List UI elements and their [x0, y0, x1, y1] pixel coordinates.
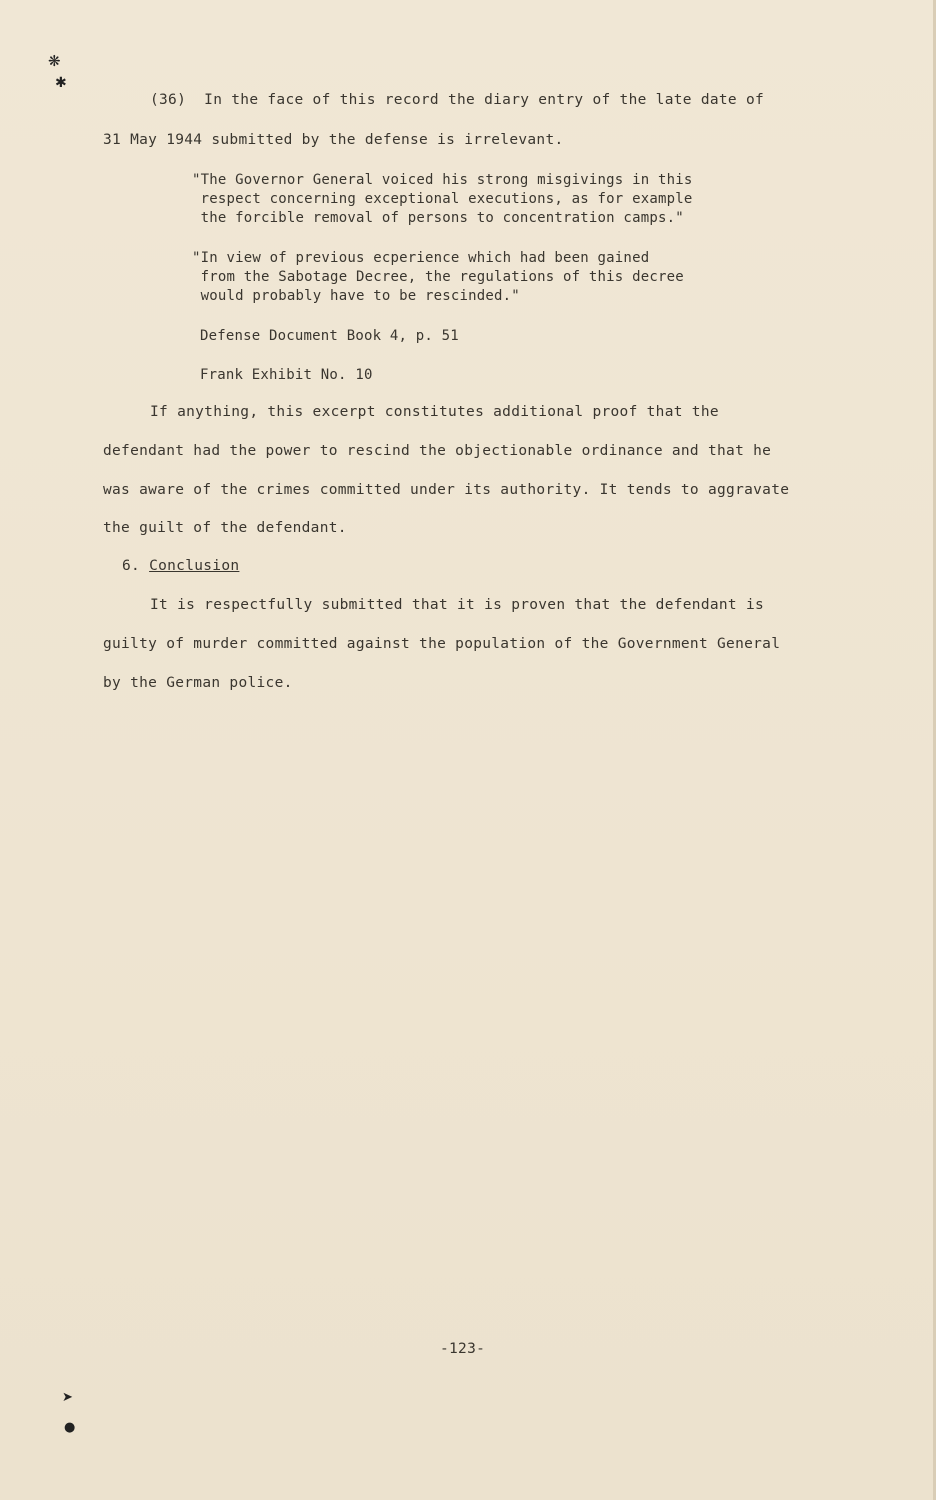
paragraph-36-line-2: 31 May 1944 submitted by the defense is irrelevant.: [103, 132, 564, 148]
paragraph-anything-line-2: defendant had the power to rescind the objectionable ordinance and that he: [103, 443, 772, 459]
quote-1-line-2: respect concerning exceptional executions, as for example: [192, 191, 693, 207]
paragraph-conclusion-line-3: by the German police.: [103, 675, 293, 691]
paragraph-anything-line-4: the guilt of the defendant.: [103, 520, 347, 536]
quote-2-line-3: would probably have to be rescinded.": [192, 288, 520, 304]
margin-mark-icon: ✱: [55, 75, 67, 91]
paragraph-anything-line-1: If anything, this excerpt constitutes additional proof that the: [150, 404, 719, 420]
section-number: 6.: [122, 558, 141, 574]
margin-mark-icon: ❋: [48, 52, 61, 70]
quote-2-line-2: from the Sabotage Decree, the regulations of this decree: [192, 269, 684, 285]
paragraph-conclusion-line-2: guilty of murder committed against the population of the Government General: [103, 636, 781, 652]
margin-mark-icon: ➤: [62, 1390, 73, 1405]
section-heading: [122, 558, 239, 574]
citation-source: Defense Document Book 4, p. 51: [200, 328, 459, 344]
section-title: Conclusion: [149, 558, 240, 574]
quote-1-line-1: "The Governor General voiced his strong misgivings in this: [192, 172, 693, 188]
paragraph-anything-line-3: was aware of the crimes committed under its authority. It tends to aggravate: [103, 482, 790, 498]
citation-exhibit: Frank Exhibit No. 10: [200, 367, 373, 383]
page-number: -123-: [440, 1341, 486, 1357]
margin-mark-icon: ●: [64, 1420, 76, 1435]
quote-1-line-3: the forcible removal of persons to concentration camps.": [192, 210, 684, 226]
paragraph-36-line-1: (36) In the face of this record the diary entry of the late date of: [150, 92, 765, 108]
paragraph-conclusion-line-1: It is respectfully submitted that it is proven that the defendant is: [150, 597, 765, 613]
quote-2-line-1: "In view of previous ecperience which had been gained: [192, 250, 650, 266]
